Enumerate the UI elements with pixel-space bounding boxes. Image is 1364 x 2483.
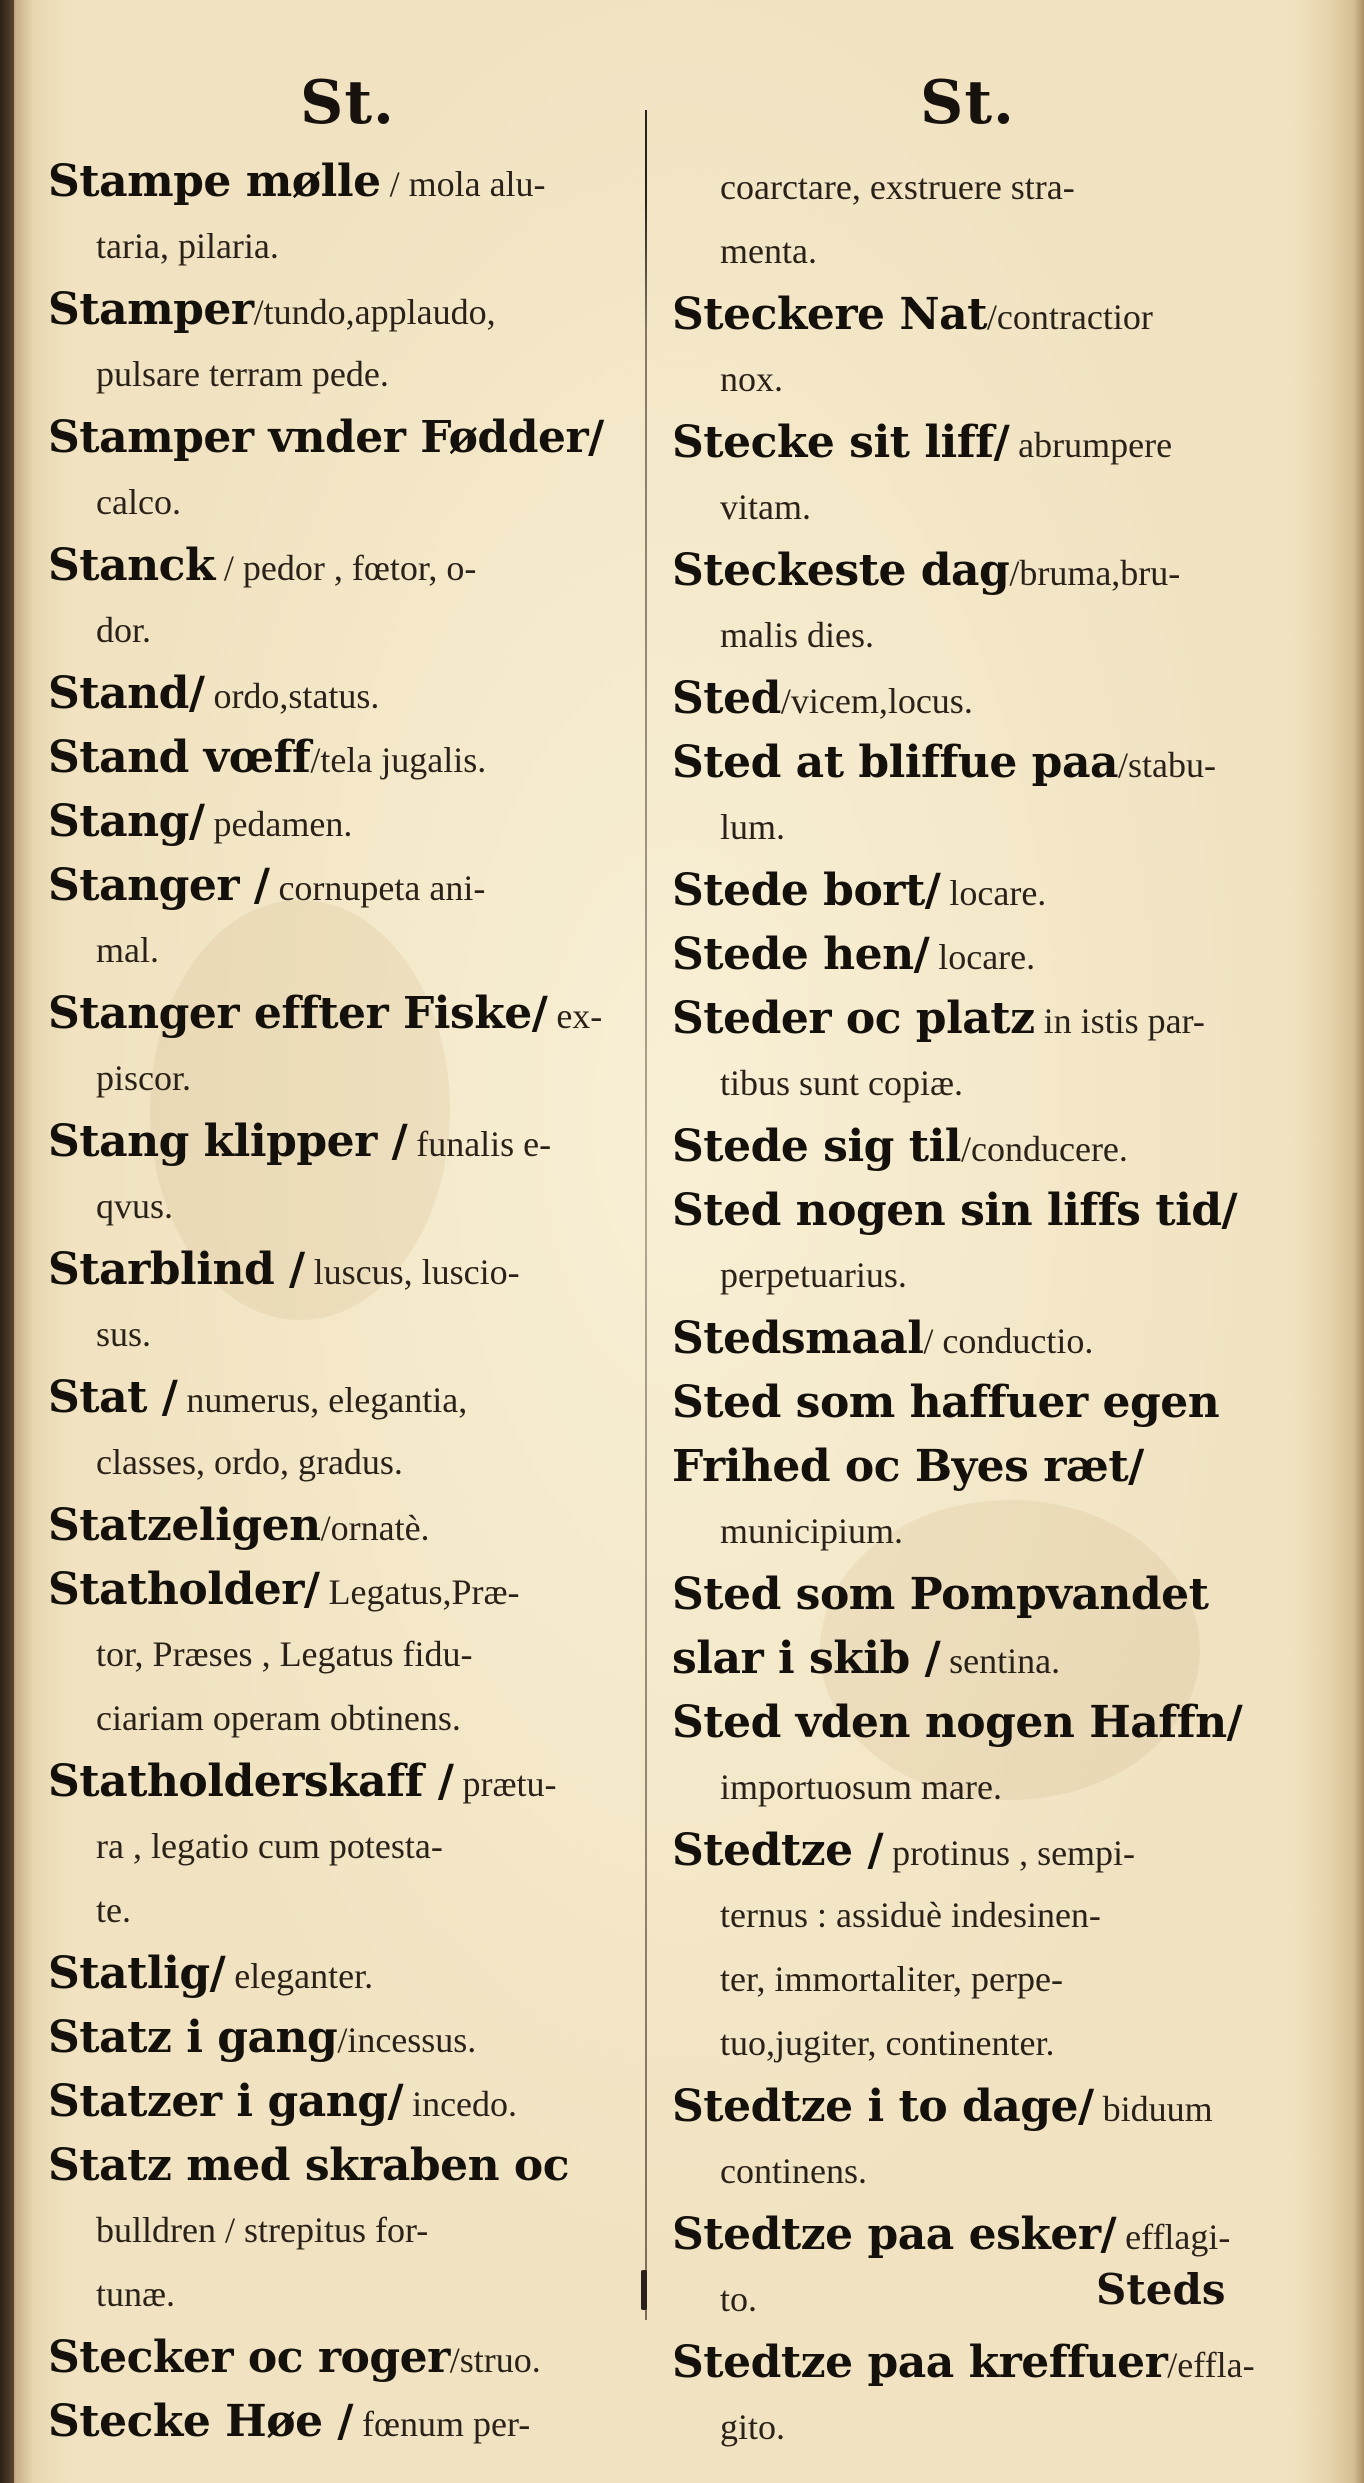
headword: Statz med skraben oc bbox=[48, 2140, 570, 2191]
headword: Sted nogen sin liffs tid/ bbox=[672, 1185, 1238, 1236]
dictionary-entry bbox=[672, 1115, 1292, 1179]
dictionary-entry bbox=[48, 534, 638, 662]
translation: incedo. bbox=[403, 2084, 518, 2124]
entry-line bbox=[48, 662, 638, 726]
translation: tor, Præses , Legatus fidu- bbox=[96, 1634, 473, 1674]
entry-line bbox=[672, 2075, 1292, 2139]
translation: continens. bbox=[720, 2151, 867, 2191]
dictionary-entry bbox=[48, 278, 638, 406]
translation: protinus , sempi- bbox=[883, 1833, 1136, 1873]
entry-continuation bbox=[48, 214, 638, 278]
entry-line bbox=[48, 278, 638, 342]
headword: Stedtze / bbox=[672, 1825, 884, 1876]
translation: qvus. bbox=[96, 1186, 174, 1226]
headword: Stede bort/ bbox=[672, 865, 941, 916]
translation: /stabu- bbox=[1117, 745, 1216, 785]
entry-line bbox=[48, 854, 638, 918]
entry-continuation bbox=[48, 470, 638, 534]
entry-line bbox=[48, 726, 638, 790]
headword: Statz i gang bbox=[48, 2012, 338, 2063]
translation: sus. bbox=[96, 1314, 152, 1354]
dictionary-entry bbox=[48, 854, 638, 982]
entry-continuation bbox=[672, 795, 1292, 859]
dictionary-entry bbox=[672, 155, 1292, 283]
dictionary-entry bbox=[48, 2326, 638, 2390]
entry-line bbox=[48, 790, 638, 854]
dictionary-entry bbox=[48, 1750, 638, 1942]
dictionary-entry bbox=[48, 790, 638, 854]
translation: malis dies. bbox=[720, 615, 874, 655]
headword: Sted som Pompvandet bbox=[672, 1569, 1209, 1620]
dictionary-entry bbox=[48, 726, 638, 790]
dictionary-entry bbox=[672, 1307, 1292, 1371]
headword: Stamper bbox=[48, 284, 254, 335]
translation: / mola alu- bbox=[380, 164, 546, 204]
entry-line bbox=[672, 1563, 1292, 1627]
translation: te. bbox=[96, 1890, 131, 1930]
entry-line bbox=[672, 987, 1292, 1051]
entry-line bbox=[48, 1238, 638, 1302]
translation: classes, ordo, gradus. bbox=[96, 1442, 403, 1482]
headword: Sted vden nogen Haffn/ bbox=[672, 1697, 1243, 1748]
entry-continuation bbox=[48, 1174, 638, 1238]
entry-continuation bbox=[48, 1046, 638, 1110]
entry-continuation bbox=[48, 1686, 638, 1750]
dictionary-entry bbox=[672, 283, 1292, 411]
entry-continuation bbox=[48, 1430, 638, 1494]
translation: Legatus,Præ- bbox=[319, 1572, 520, 1612]
translation: pedamen. bbox=[204, 804, 353, 844]
translation: pulsare terram pede. bbox=[96, 354, 389, 394]
dictionary-entry bbox=[48, 2134, 638, 2326]
translation: in istis par- bbox=[1034, 1001, 1205, 1041]
entry-line bbox=[48, 1110, 638, 1174]
entry-line bbox=[672, 1435, 1292, 1499]
dictionary-entry bbox=[672, 731, 1292, 859]
entry-line bbox=[672, 539, 1292, 603]
headword: Stanck bbox=[48, 540, 215, 591]
entry-continuation bbox=[672, 475, 1292, 539]
entry-line bbox=[672, 1691, 1292, 1755]
translation: ciariam operam obtinens. bbox=[96, 1698, 461, 1738]
headword: Stede hen/ bbox=[672, 929, 930, 980]
translation: luscus, luscio- bbox=[304, 1252, 520, 1292]
entry-continuation bbox=[672, 2395, 1292, 2459]
translation: tuo,jugiter, continenter. bbox=[720, 2023, 1055, 2063]
dictionary-entry bbox=[672, 1819, 1292, 2075]
headword: Sted som haffuer egen bbox=[672, 1377, 1220, 1428]
translation: locare. bbox=[940, 873, 1047, 913]
headword: Statlig/ bbox=[48, 1948, 226, 1999]
entry-line bbox=[48, 406, 638, 470]
translation: nox. bbox=[720, 359, 783, 399]
translation: /vicem,locus. bbox=[780, 681, 973, 721]
entry-continuation bbox=[672, 347, 1292, 411]
entry-continuation bbox=[48, 1302, 638, 1366]
translation: / conductio. bbox=[923, 1321, 1094, 1361]
entry-continuation bbox=[672, 1499, 1292, 1563]
entry-continuation bbox=[672, 1755, 1292, 1819]
translation: /incessus. bbox=[337, 2020, 477, 2060]
entry-line bbox=[672, 1115, 1292, 1179]
entry-line bbox=[672, 859, 1292, 923]
headword: Statzeligen bbox=[48, 1500, 321, 1551]
translation: perpetuarius. bbox=[720, 1255, 907, 1295]
translation: municipium. bbox=[720, 1511, 903, 1551]
dictionary-entry bbox=[48, 1558, 638, 1750]
entry-line bbox=[672, 155, 1292, 219]
entry-continuation bbox=[672, 1947, 1292, 2011]
translation: ex- bbox=[547, 996, 603, 1036]
headword: Stedtze paa kreffuer bbox=[672, 2337, 1168, 2388]
translation: /contractior bbox=[986, 297, 1153, 337]
headword: Stecker oc roger bbox=[48, 2332, 450, 2383]
headword: Steckeste dag bbox=[672, 545, 1010, 596]
translation: eleganter. bbox=[225, 1956, 374, 1996]
headword: Statholderskaff / bbox=[48, 1756, 454, 1807]
headword: Stampe mølle bbox=[48, 156, 381, 207]
entry-continuation bbox=[672, 1883, 1292, 1947]
entry-line bbox=[672, 1819, 1292, 1883]
headword: Stede sig til bbox=[672, 1121, 961, 1172]
entry-line bbox=[672, 1371, 1292, 1435]
headword: Stand vœff bbox=[48, 732, 311, 783]
entry-line bbox=[672, 283, 1292, 347]
dictionary-entry bbox=[672, 1563, 1292, 1627]
headword: Stand/ bbox=[48, 668, 205, 719]
entry-line bbox=[672, 667, 1292, 731]
entry-continuation bbox=[48, 1878, 638, 1942]
translation: /tela jugalis. bbox=[310, 740, 487, 780]
entry-line bbox=[672, 731, 1292, 795]
translation: /bruma,bru- bbox=[1009, 553, 1181, 593]
entry-line bbox=[672, 923, 1292, 987]
entry-continuation bbox=[672, 2011, 1292, 2075]
entry-line bbox=[48, 2134, 638, 2198]
entry-line bbox=[48, 534, 638, 598]
translation: sentina. bbox=[940, 1641, 1061, 1681]
headword: Sted bbox=[672, 673, 781, 724]
translation: funalis e- bbox=[407, 1124, 552, 1164]
translation: tibus sunt copiæ. bbox=[720, 1063, 964, 1103]
headword: Stedtze paa esker/ bbox=[672, 2209, 1117, 2260]
translation: piscor. bbox=[96, 1058, 191, 1098]
entry-line bbox=[672, 2331, 1292, 2395]
entry-continuation bbox=[48, 2198, 638, 2262]
catchword: Steds bbox=[1096, 2265, 1226, 2314]
entry-continuation bbox=[672, 1051, 1292, 1115]
entry-continuation bbox=[48, 1622, 638, 1686]
entry-line bbox=[48, 982, 638, 1046]
headword: Stecke sit liff/ bbox=[672, 417, 1010, 468]
translation: gito. bbox=[720, 2407, 786, 2447]
headword: Stat / bbox=[48, 1372, 178, 1423]
headword: slar i skib / bbox=[672, 1633, 941, 1684]
headword: Stedsmaal bbox=[672, 1313, 924, 1364]
entry-line bbox=[48, 1942, 638, 2006]
entry-line bbox=[48, 2326, 638, 2390]
dictionary-entry bbox=[672, 2075, 1292, 2203]
translation: /ornatè. bbox=[320, 1508, 430, 1548]
running-head-left: St. bbox=[300, 68, 395, 138]
translation: to. bbox=[720, 2279, 758, 2319]
dictionary-entry bbox=[672, 859, 1292, 923]
translation: ternus : assiduè indesinen- bbox=[720, 1895, 1101, 1935]
binding-shadow bbox=[0, 0, 14, 2483]
translation: prætu- bbox=[453, 1764, 557, 1804]
translation: /struo. bbox=[449, 2340, 541, 2380]
dictionary-entry bbox=[672, 411, 1292, 539]
translation: /tundo,applaudo, bbox=[253, 292, 496, 332]
headword: Steder oc platz bbox=[672, 993, 1035, 1044]
headword: Statholder/ bbox=[48, 1564, 320, 1615]
translation: /conducere. bbox=[961, 1129, 1128, 1169]
entry-continuation bbox=[48, 918, 638, 982]
translation: menta. bbox=[720, 231, 817, 271]
translation: ter, immortaliter, perpe- bbox=[720, 1959, 1063, 1999]
entry-continuation bbox=[48, 342, 638, 406]
translation: / pedor , fœtor, o- bbox=[214, 548, 477, 588]
entry-line bbox=[48, 150, 638, 214]
translation: mal. bbox=[96, 930, 159, 970]
headword: Stang klipper / bbox=[48, 1116, 408, 1167]
running-head-right: St. bbox=[920, 68, 1015, 138]
dictionary-entry bbox=[672, 1627, 1292, 1691]
entry-line bbox=[48, 2390, 638, 2454]
translation: ra , legatio cum potesta- bbox=[96, 1826, 443, 1866]
entry-continuation bbox=[672, 1243, 1292, 1307]
entry-continuation bbox=[672, 2139, 1292, 2203]
dictionary-entry bbox=[672, 1435, 1292, 1563]
left-column bbox=[48, 150, 638, 2454]
entry-line bbox=[672, 1179, 1292, 1243]
headword: Stamper vnder Fødder/ bbox=[48, 412, 604, 463]
translation: efflagi- bbox=[1116, 2217, 1231, 2257]
translation: coarctare, exstruere stra- bbox=[720, 167, 1075, 207]
entry-line bbox=[672, 1307, 1292, 1371]
translation: importuosum mare. bbox=[720, 1767, 1002, 1807]
dictionary-entry bbox=[672, 1691, 1292, 1819]
translation: locare. bbox=[929, 937, 1036, 977]
entry-continuation bbox=[672, 219, 1292, 283]
translation: /effla- bbox=[1167, 2345, 1255, 2385]
translation: vitam. bbox=[720, 487, 811, 527]
dictionary-entry bbox=[48, 662, 638, 726]
translation: abrumpere bbox=[1009, 425, 1173, 465]
entry-line bbox=[48, 1366, 638, 1430]
entry-continuation bbox=[48, 598, 638, 662]
headword: Stanger / bbox=[48, 860, 270, 911]
dictionary-entry bbox=[48, 982, 638, 1110]
headword: Starblind / bbox=[48, 1244, 305, 1295]
column-divider bbox=[645, 110, 647, 2320]
headword: Steckere Nat bbox=[672, 289, 987, 340]
dictionary-entry bbox=[48, 1494, 638, 1558]
translation: fœnum per- bbox=[353, 2404, 531, 2444]
headword: Sted at bliffue paa bbox=[672, 737, 1118, 788]
dictionary-entry bbox=[48, 2390, 638, 2454]
translation: calco. bbox=[96, 482, 181, 522]
dictionary-entry bbox=[48, 406, 638, 534]
dictionary-entry bbox=[672, 923, 1292, 987]
entry-line bbox=[672, 1627, 1292, 1691]
dictionary-entry bbox=[672, 2331, 1292, 2459]
entry-line bbox=[672, 411, 1292, 475]
translation: taria, pilaria. bbox=[96, 226, 279, 266]
translation: lum. bbox=[720, 807, 786, 847]
entry-line bbox=[672, 2203, 1292, 2267]
right-column bbox=[672, 155, 1292, 2459]
translation: dor. bbox=[96, 610, 152, 650]
dictionary-entry bbox=[48, 1942, 638, 2006]
dictionary-entry bbox=[672, 1371, 1292, 1435]
dictionary-entry bbox=[672, 539, 1292, 667]
headword: Frihed oc Byes ræt/ bbox=[672, 1441, 1144, 1492]
dictionary-entry bbox=[48, 2070, 638, 2134]
translation: cornupeta ani- bbox=[269, 868, 486, 908]
translation: biduum bbox=[1093, 2089, 1213, 2129]
headword: Stecke Høe / bbox=[48, 2396, 353, 2447]
translation: tunæ. bbox=[96, 2274, 176, 2314]
entry-line bbox=[48, 2070, 638, 2134]
translation: ordo,status. bbox=[204, 676, 380, 716]
headword: Statzer i gang/ bbox=[48, 2076, 404, 2127]
translation: numerus, elegantia, bbox=[177, 1380, 468, 1420]
entry-continuation bbox=[48, 1814, 638, 1878]
translation: bulldren / strepitus for- bbox=[96, 2210, 429, 2250]
dictionary-entry bbox=[48, 150, 638, 278]
column-divider-end bbox=[641, 2270, 647, 2310]
entry-continuation bbox=[48, 2262, 638, 2326]
dictionary-entry bbox=[672, 987, 1292, 1115]
dictionary-entry bbox=[672, 667, 1292, 731]
headword: Stanger effter Fiske/ bbox=[48, 988, 548, 1039]
page-edge bbox=[1354, 0, 1364, 2483]
headword: Stedtze i to dage/ bbox=[672, 2081, 1094, 2132]
entry-line bbox=[48, 1558, 638, 1622]
dictionary-entry bbox=[48, 1238, 638, 1366]
dictionary-entry bbox=[48, 2006, 638, 2070]
entry-line bbox=[48, 1750, 638, 1814]
dictionary-entry bbox=[48, 1110, 638, 1238]
entry-line bbox=[48, 2006, 638, 2070]
entry-line bbox=[48, 1494, 638, 1558]
entry-continuation bbox=[672, 603, 1292, 667]
dictionary-entry bbox=[48, 1366, 638, 1494]
dictionary-entry bbox=[672, 1179, 1292, 1307]
headword: Stang/ bbox=[48, 796, 205, 847]
